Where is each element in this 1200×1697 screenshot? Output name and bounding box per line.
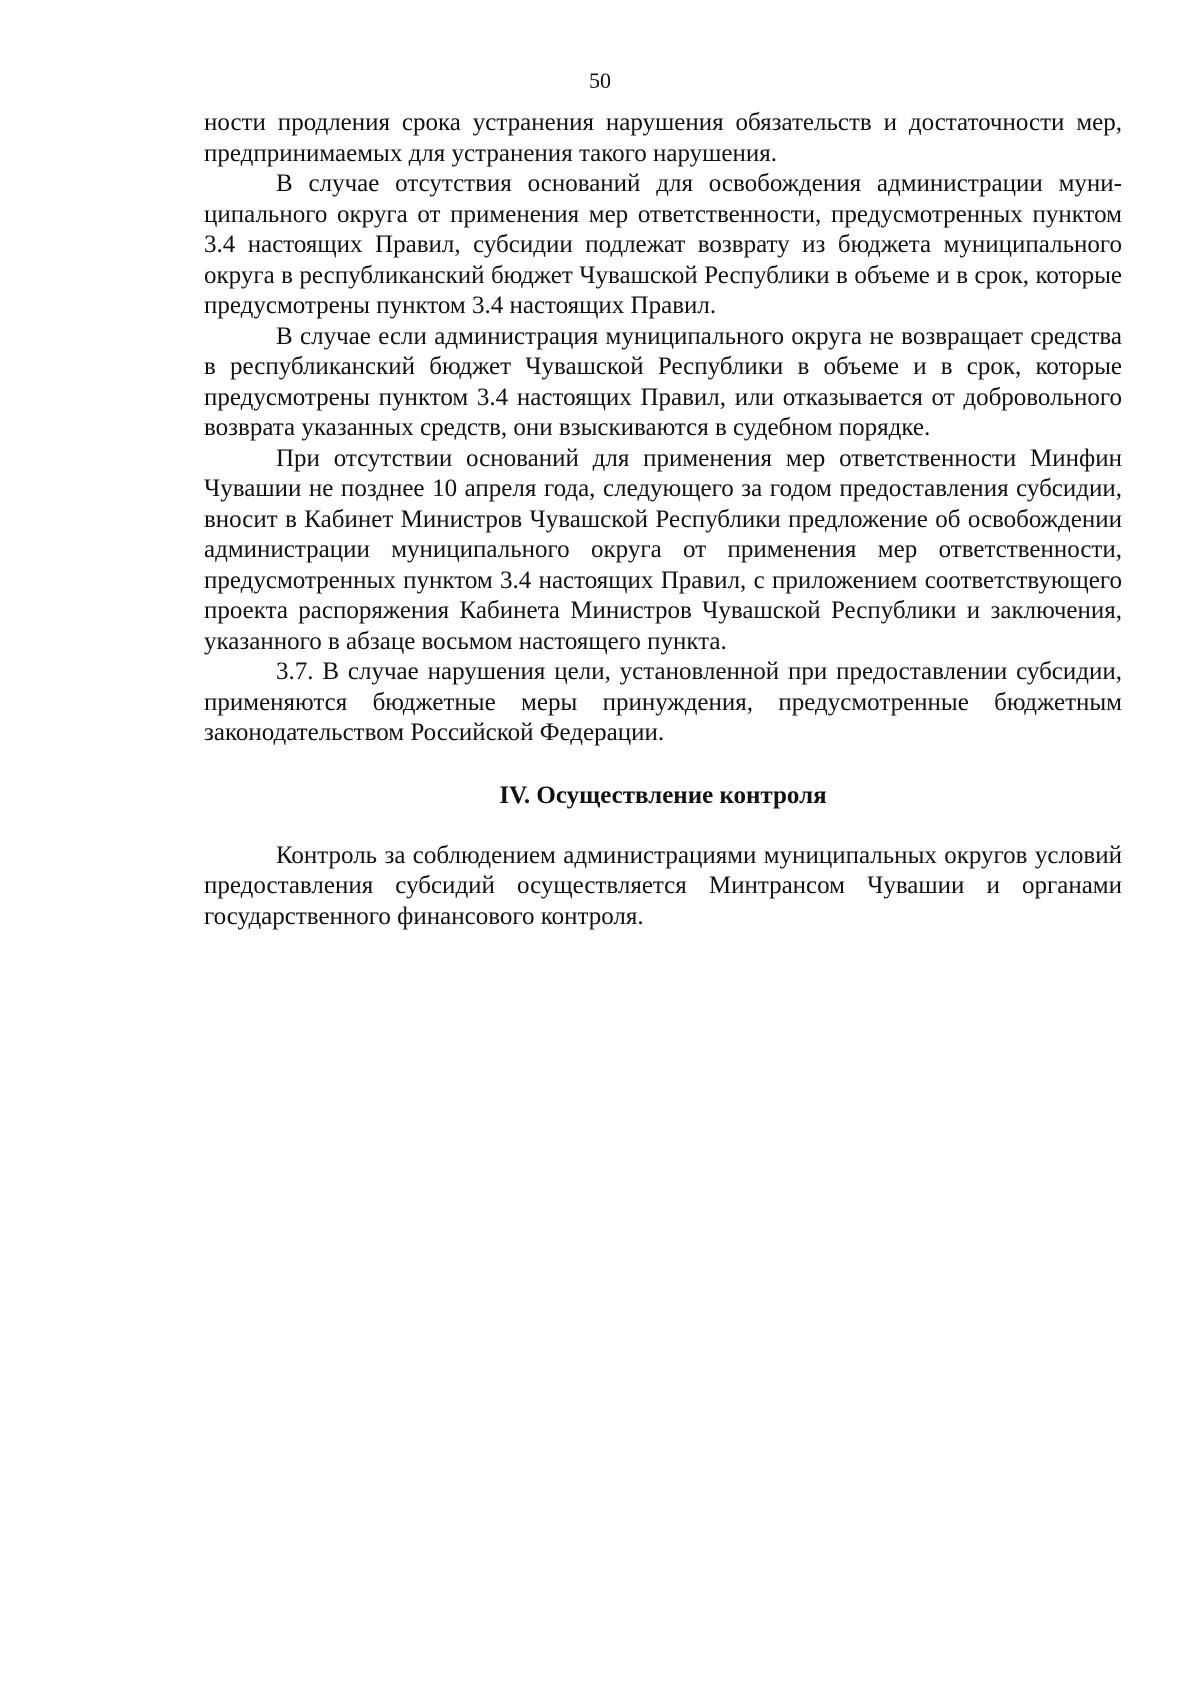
paragraph-continuation: ности продления срока устранения нарушения обязательств и достаточности мер, предпринимаемых для устранения такого нарушения.: [204, 109, 1122, 167]
paragraph-3-7-budget-measures: 3.7. В случае нарушения цели, установленной при предоставлении субсидии, применяются бюджетные меры принуждения, предусмотренные бюджетным законодательством Российской Федерации.: [204, 658, 1122, 746]
document-body: [204, 108, 1122, 932]
paragraph-judicial-recovery: В случае если администрация муниципального округа не возвращает средства в республиканский бюджет Чувашской Республики в объеме и в срок, которые предусмотрены пунктом 3.4 настоящих Правил, или отказывается от добровольного возврата указанных средств, они взыскиваются в судебном порядке.: [204, 322, 1122, 441]
paragraph-no-grounds-refund: В случае отсутствия оснований для освобождения администрации муниципального округа от применения мер ответственности, предусмотренных пунктом 3.4 настоящих Правил, субсидии подлежат возврату из бюджета муниципального округа в республиканский бюджет Чувашской Республики в объеме и в срок, которые предусмотрены пунктом 3.4 настоящих Правил.: [204, 170, 1122, 319]
paragraph-control: Контроль за соблюдением администрациями муниципальных округов условий предоставления субсидий осуществляется Минтрансом Чувашии и органами государственного финансового контроля.: [204, 841, 1122, 930]
page-number: 50: [589, 68, 611, 93]
paragraph-minfin-proposal: При отсутствии оснований для применения мер ответственности Минфин Чувашии не позднее 10 апреля года, следующего за годом предоставления субсидии, вносит в Кабинет Министров Чувашской Республики предложение об освобождении администрации муниципального округа от применения мер ответственности, предусмотренных пунктом 3.4 настоящих Правил, с приложением соответствующего проекта распоряжения Кабинета Министров Чувашской Республики и заключения, указанного в абзаце восьмом настоящего пункта.: [204, 444, 1122, 655]
section-heading-control: IV. Осуществление контроля: [499, 781, 827, 809]
